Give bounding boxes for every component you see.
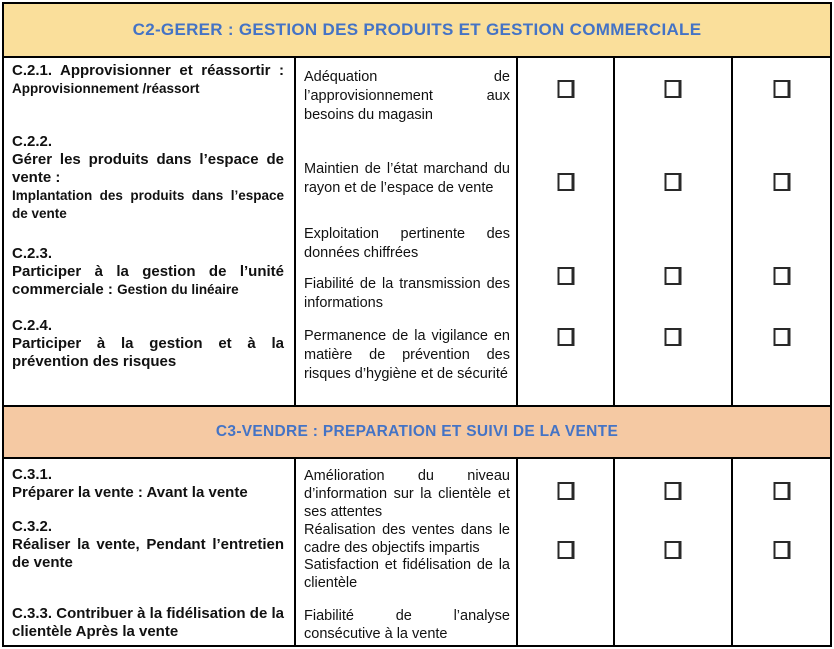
- section-header-c3: [4, 405, 830, 459]
- checkbox-c2-r1-c1[interactable]: [557, 80, 574, 98]
- competency-cell-c2: [4, 58, 296, 405]
- competency-code: C.2.3.: [12, 245, 53, 262]
- checkbox-c2-r2-c3[interactable]: [773, 173, 790, 191]
- checkbox-c3-r1-c1[interactable]: [557, 482, 574, 500]
- checkbox-c2-r4-c3[interactable]: [773, 328, 790, 346]
- checkbox-c2-r3-c3[interactable]: [773, 267, 790, 285]
- competency-item: [12, 245, 284, 299]
- competency-code: C.2.1.: [12, 62, 53, 79]
- competency-title: Préparer la vente : Avant la vente: [12, 484, 248, 501]
- checkbox-column-1-c3: [518, 459, 615, 645]
- checkbox-column-2-c2: [615, 58, 733, 405]
- competency-title: Participer à la gestion de l’unité commerciale :: [12, 263, 284, 298]
- checkbox-c3-r2-c1[interactable]: [557, 541, 574, 559]
- competency-code: C.3.3.: [12, 605, 53, 622]
- section-header-c2-label: C2-GERER : GESTION DES PRODUITS ET GESTION COMMERCIALE: [132, 20, 702, 39]
- checkbox-c2-r2-c2[interactable]: [665, 173, 682, 191]
- checkbox-column-1-c2: [518, 58, 615, 405]
- criterion-text: Réalisation des ventes dans le cadre des objectifs impartis: [304, 522, 510, 556]
- competency-cell-c3: [4, 459, 296, 645]
- competency-code: C.3.1.: [12, 466, 53, 483]
- checkbox-c2-r1-c3[interactable]: [773, 80, 790, 98]
- competency-item: [12, 466, 284, 502]
- checkbox-c3-r2-c3[interactable]: [773, 541, 790, 559]
- checkbox-column-2-c3: [615, 459, 733, 645]
- checkbox-c2-r2-c1[interactable]: [557, 173, 574, 191]
- checkbox-c2-r1-c2[interactable]: [665, 80, 682, 98]
- criterion-text: Adéquation de l’approvisionnement aux besoins du magasin: [304, 69, 510, 123]
- criterion-text: Maintien de l’état marchand du rayon et de l’espace de vente: [304, 161, 510, 196]
- competency-item: [12, 62, 284, 98]
- competency-title: Réaliser la vente, Pendant l’entretien de vente: [12, 536, 284, 571]
- competency-item: [12, 518, 284, 572]
- checkbox-column-3-c3: [733, 459, 830, 645]
- criterion-text: Fiabilité de l’analyse consécutive à la vente: [304, 608, 510, 642]
- competency-title: Participer à la gestion et à la prévention des risques: [12, 335, 284, 370]
- competency-item: [12, 605, 284, 641]
- criterion-text: Fiabilité de la transmission des informations: [304, 276, 510, 311]
- checkbox-c3-r1-c2[interactable]: [665, 482, 682, 500]
- checkbox-c2-r3-c2[interactable]: [665, 267, 682, 285]
- criteria-cell-c3: [296, 459, 518, 645]
- checkbox-c2-r4-c1[interactable]: [557, 328, 574, 346]
- section-header-c2: [4, 4, 830, 58]
- criterion-text: Exploitation pertinente des données chiffrées: [304, 226, 510, 261]
- section-c2-body: [4, 58, 830, 405]
- competency-code: C.2.4.: [12, 317, 53, 334]
- competency-title: Approvisionner et réassortir :: [60, 62, 284, 79]
- competency-item: [12, 133, 284, 223]
- competency-title: Gérer les produits dans l’espace de vente :: [12, 151, 284, 186]
- criterion-text: Satisfaction et fidélisation de la clientèle: [304, 557, 510, 591]
- competency-code: C.2.2.: [12, 133, 53, 150]
- criteria-cell-c2: [296, 58, 518, 405]
- checkbox-c3-r1-c3[interactable]: [773, 482, 790, 500]
- criterion-text: Amélioration du niveau d’information sur la clientèle et ses attentes: [304, 468, 510, 520]
- section-c3-body: [4, 459, 830, 645]
- section-header-c3-label: C3-VENDRE : PREPARATION ET SUIVI DE LA VENTE: [215, 423, 619, 440]
- competency-code: C.3.2.: [12, 518, 53, 535]
- competency-subtitle: Implantation des produits dans l’espace de vente: [12, 188, 284, 221]
- competency-subtitle: Approvisionnement /réassort: [12, 81, 200, 96]
- checkbox-c2-r3-c1[interactable]: [557, 267, 574, 285]
- criterion-text: Permanence de la vigilance en matière de prévention des risques d’hygiène et de sécurité: [304, 328, 510, 382]
- checkbox-column-3-c2: [733, 58, 830, 405]
- checkbox-c3-r2-c2[interactable]: [665, 541, 682, 559]
- evaluation-table: [2, 2, 832, 647]
- competency-title: Contribuer à la fidélisation de la clientèle Après la vente: [12, 605, 284, 640]
- competency-subtitle: Gestion du linéaire: [117, 282, 239, 297]
- competency-item: [12, 317, 284, 371]
- checkbox-c2-r4-c2[interactable]: [665, 328, 682, 346]
